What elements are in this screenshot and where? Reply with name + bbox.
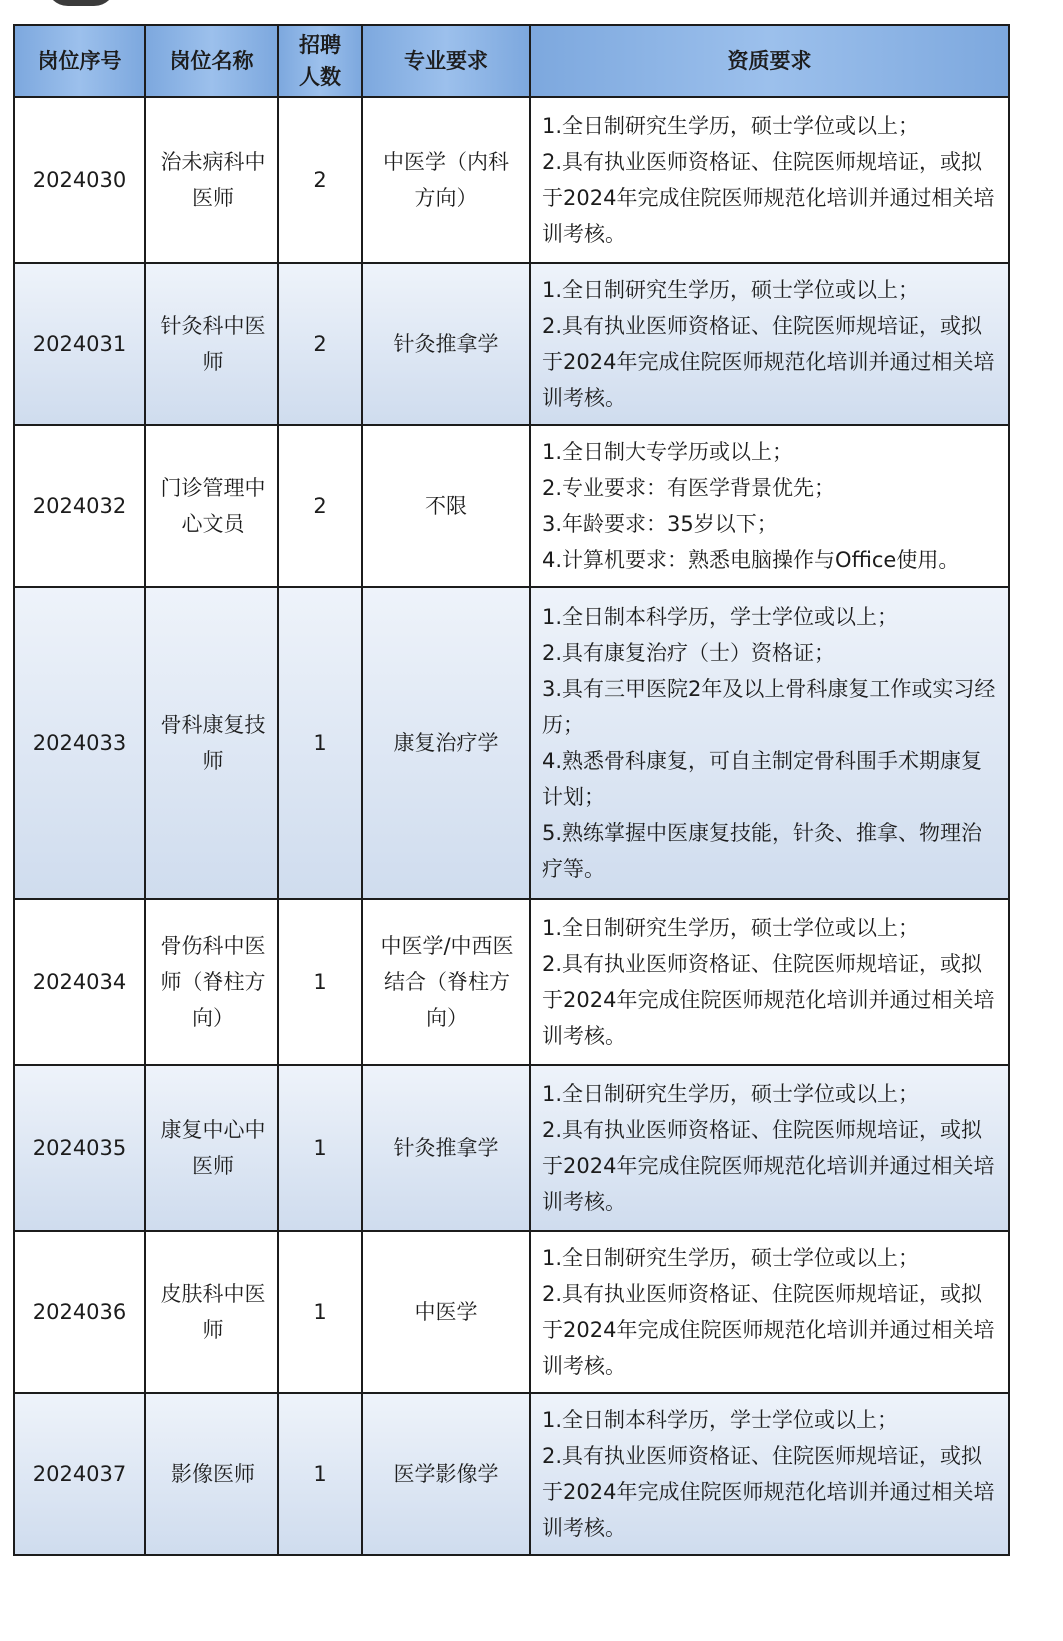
qualification-line: 1.全日制研究生学历，硕士学位或以上； <box>542 916 920 940</box>
cell-major-text: 针灸推拿学 <box>393 332 499 356</box>
cell-qualification <box>530 263 1009 425</box>
table-row <box>14 263 1009 425</box>
cell-count: 2 <box>278 425 362 587</box>
cell-id: 2024033 <box>14 587 145 899</box>
qualification-line: 2.具有执业医师资格证、住院医师规培证，或拟于2024年完成住院医师规范化培训并通过相关培训考核。 <box>542 952 995 1048</box>
cell-qualification <box>530 587 1009 899</box>
cell-qualification <box>530 1065 1009 1231</box>
cell-name <box>145 587 278 899</box>
header-count-line1: 招聘 <box>299 33 341 57</box>
cell-name <box>145 425 278 587</box>
cell-name-text: 针灸科中医师 <box>160 314 266 374</box>
cell-name-text: 骨科康复技师 <box>160 713 266 773</box>
qualification-line: 4.计算机要求：熟悉电脑操作与Office使用。 <box>542 548 960 572</box>
cell-name <box>145 97 278 263</box>
cell-id: 2024032 <box>14 425 145 587</box>
cell-count: 1 <box>278 1393 362 1555</box>
cell-count: 1 <box>278 587 362 899</box>
qualification-line: 1.全日制本科学历，学士学位或以上； <box>542 1408 899 1432</box>
cell-qualification <box>530 1393 1009 1555</box>
cell-count: 2 <box>278 97 362 263</box>
cell-major <box>362 425 530 587</box>
header-id: 岗位序号 <box>14 25 145 97</box>
cell-id: 2024030 <box>14 97 145 263</box>
cell-name <box>145 899 278 1065</box>
qualification-line: 1.全日制大专学历或以上； <box>542 440 794 464</box>
qualification-line: 4.熟悉骨科康复，可自主制定骨科围手术期康复计划； <box>542 749 983 809</box>
cell-count: 1 <box>278 1065 362 1231</box>
cell-name <box>145 1393 278 1555</box>
cell-name-text: 影像医师 <box>171 1462 255 1486</box>
header-name: 岗位名称 <box>145 25 278 97</box>
cell-major <box>362 97 530 263</box>
header-count <box>278 25 362 97</box>
cell-id: 2024036 <box>14 1231 145 1393</box>
table-row <box>14 587 1009 899</box>
qualification-line: 3.年龄要求：35岁以下； <box>542 512 778 536</box>
cell-id: 2024037 <box>14 1393 145 1555</box>
cell-major-text: 中医学/中西医结合（脊柱方向） <box>380 934 514 1030</box>
cell-major <box>362 587 530 899</box>
cell-name-text: 骨伤科中医师（脊柱方向） <box>160 934 266 1030</box>
header-count-line2: 人数 <box>299 65 341 89</box>
cell-major-text: 针灸推拿学 <box>393 1136 499 1160</box>
qualification-line: 2.专业要求：有医学背景优先； <box>542 476 836 500</box>
cell-major <box>362 1231 530 1393</box>
cell-count: 2 <box>278 263 362 425</box>
cell-name-text: 康复中心中医师 <box>160 1118 266 1178</box>
recruitment-table <box>13 24 1010 1556</box>
table-row <box>14 425 1009 587</box>
cell-major-text: 中医学（内科方向） <box>383 150 509 210</box>
table-row <box>14 1065 1009 1231</box>
table-row <box>14 1393 1009 1555</box>
header-major: 专业要求 <box>362 25 530 97</box>
cell-major-text: 中医学 <box>414 1300 478 1324</box>
cell-name-text: 治未病科中医师 <box>160 150 266 210</box>
qualification-line: 1.全日制研究生学历，硕士学位或以上； <box>542 278 920 302</box>
table-header-row <box>14 25 1009 97</box>
qualification-line: 1.全日制研究生学历，硕士学位或以上； <box>542 1082 920 1106</box>
cell-qualification <box>530 425 1009 587</box>
qualification-line: 2.具有执业医师资格证、住院医师规培证，或拟于2024年完成住院医师规范化培训并通过相关培训考核。 <box>542 1444 995 1540</box>
cell-qualification <box>530 97 1009 263</box>
cell-name <box>145 1065 278 1231</box>
qualification-line: 1.全日制研究生学历，硕士学位或以上； <box>542 114 920 138</box>
cell-major-text: 医学影像学 <box>393 1462 499 1486</box>
cell-name-text: 皮肤科中医师 <box>160 1282 266 1342</box>
qualification-line: 2.具有执业医师资格证、住院医师规培证，或拟于2024年完成住院医师规范化培训并通过相关培训考核。 <box>542 1118 995 1214</box>
cell-id: 2024031 <box>14 263 145 425</box>
table-row <box>14 97 1009 263</box>
qualification-line: 1.全日制本科学历，学士学位或以上； <box>542 605 899 629</box>
cell-major <box>362 899 530 1065</box>
cell-id: 2024035 <box>14 1065 145 1231</box>
cell-id: 2024034 <box>14 899 145 1065</box>
cell-qualification <box>530 899 1009 1065</box>
cell-major <box>362 263 530 425</box>
qualification-line: 2.具有康复治疗（士）资格证； <box>542 641 836 665</box>
cell-name-text: 门诊管理中心文员 <box>160 476 266 536</box>
table-row <box>14 899 1009 1065</box>
cell-major <box>362 1393 530 1555</box>
cell-major <box>362 1065 530 1231</box>
cell-name <box>145 1231 278 1393</box>
cell-qualification <box>530 1231 1009 1393</box>
qualification-line: 2.具有执业医师资格证、住院医师规培证，或拟于2024年完成住院医师规范化培训并通过相关培训考核。 <box>542 150 995 246</box>
qualification-line: 2.具有执业医师资格证、住院医师规培证，或拟于2024年完成住院医师规范化培训并通过相关培训考核。 <box>542 1282 995 1378</box>
cell-count: 1 <box>278 1231 362 1393</box>
qualification-line: 3.具有三甲医院2年及以上骨科康复工作或实习经历； <box>542 677 996 737</box>
table-row <box>14 1231 1009 1393</box>
cell-major-text: 不限 <box>425 494 467 518</box>
qualification-line: 2.具有执业医师资格证、住院医师规培证，或拟于2024年完成住院医师规范化培训并通过相关培训考核。 <box>542 314 995 410</box>
cell-count: 1 <box>278 899 362 1065</box>
qualification-line: 1.全日制研究生学历，硕士学位或以上； <box>542 1246 920 1270</box>
qualification-line: 5.熟练掌握中医康复技能，针灸、推拿、物理治疗等。 <box>542 821 983 881</box>
overlay-shape <box>46 0 116 6</box>
header-qualification: 资质要求 <box>530 25 1009 97</box>
cell-name <box>145 263 278 425</box>
cell-major-text: 康复治疗学 <box>393 731 499 755</box>
